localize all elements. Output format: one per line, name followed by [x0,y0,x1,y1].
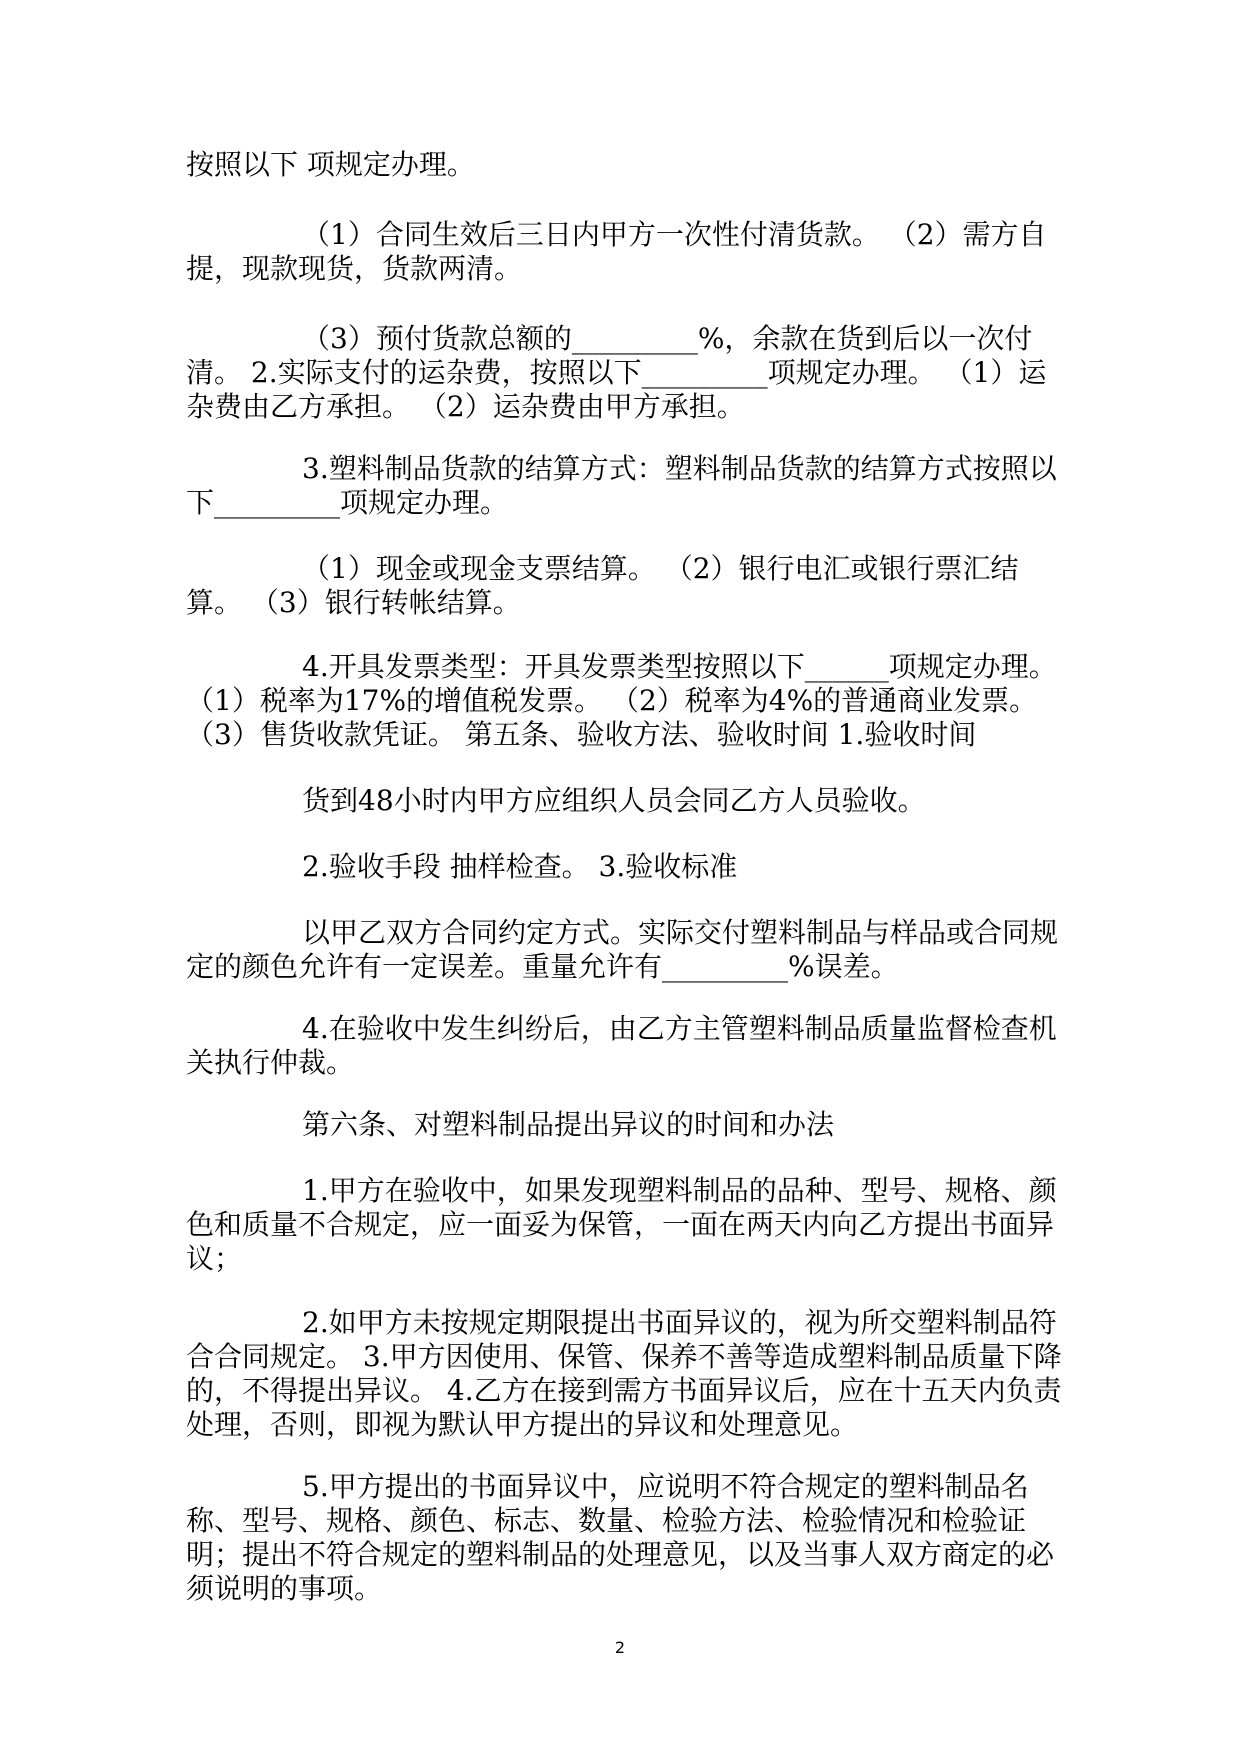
page-number: 2 [614,1638,626,1657]
paragraph: 2.如甲方未按规定期限提出书面异议的，视为所交塑料制品符合合同规定。 3.甲方因使用、保管、保养不善等造成塑料制品质量下降的，不得提出异议。 4.乙方在接到需方书面异议后，应在十五天内负责处理，否则，即视为默认甲方提出的异议和处理意见。 [186,1306,1062,1441]
paragraph: 4.在验收中发生纠纷后，由乙方主管塑料制品质量监督检查机关执行仲裁。 [186,1012,1057,1079]
section-heading: 第六条、对塑料制品提出异议的时间和办法 [302,1108,835,1141]
paragraph: （3）预付货款总额的_________%，余款在货到后以一次付清。 2.实际支付的运杂费，按照以下_________项规定办理。 （1）运杂费由乙方承担。 （2）运杂费由甲方承担。 [186,322,1047,423]
paragraph: 2.验收手段 抽样检查。 3.验收标准 [302,850,738,883]
paragraph: 3.塑料制品货款的结算方式：塑料制品货款的结算方式按照以下_________项规定办理。 [186,452,1057,519]
paragraph: 1.甲方在验收中，如果发现塑料制品的品种、型号、规格、颜色和质量不合规定，应一面妥为保管，一面在两天内向乙方提出书面异议； [186,1174,1057,1275]
paragraph: 按照以下 项规定办理。 [186,148,475,181]
paragraph: 货到48小时内甲方应组织人员会同乙方人员验收。 [302,784,926,817]
paragraph: （1）合同生效后三日内甲方一次性付清货款。 （2）需方自提，现款现货，货款两清。 [186,218,1047,285]
paragraph: 4.开具发票类型：开具发票类型按照以下______项规定办理。 （1）税率为17%的增值税发票。 （2）税率为4%的普通商业发票。 （3）售货收款凭证。 第五条、验收方法、验收时间 1.验收时间 [186,650,1057,751]
paragraph: 5.甲方提出的书面异议中，应说明不符合规定的塑料制品名称、型号、规格、颜色、标志、数量、检验方法、检验情况和检验证明；提出不符合规定的塑料制品的处理意见，以及当事人双方商定的必须说明的事项。 [186,1470,1055,1605]
paragraph: （1）现金或现金支票结算。 （2）银行电汇或银行票汇结算。 （3）银行转帐结算。 [186,552,1019,619]
paragraph: 以甲乙双方合同约定方式。实际交付塑料制品与样品或合同规定的颜色允许有一定误差。重量允许有_________%误差。 [186,916,1059,983]
